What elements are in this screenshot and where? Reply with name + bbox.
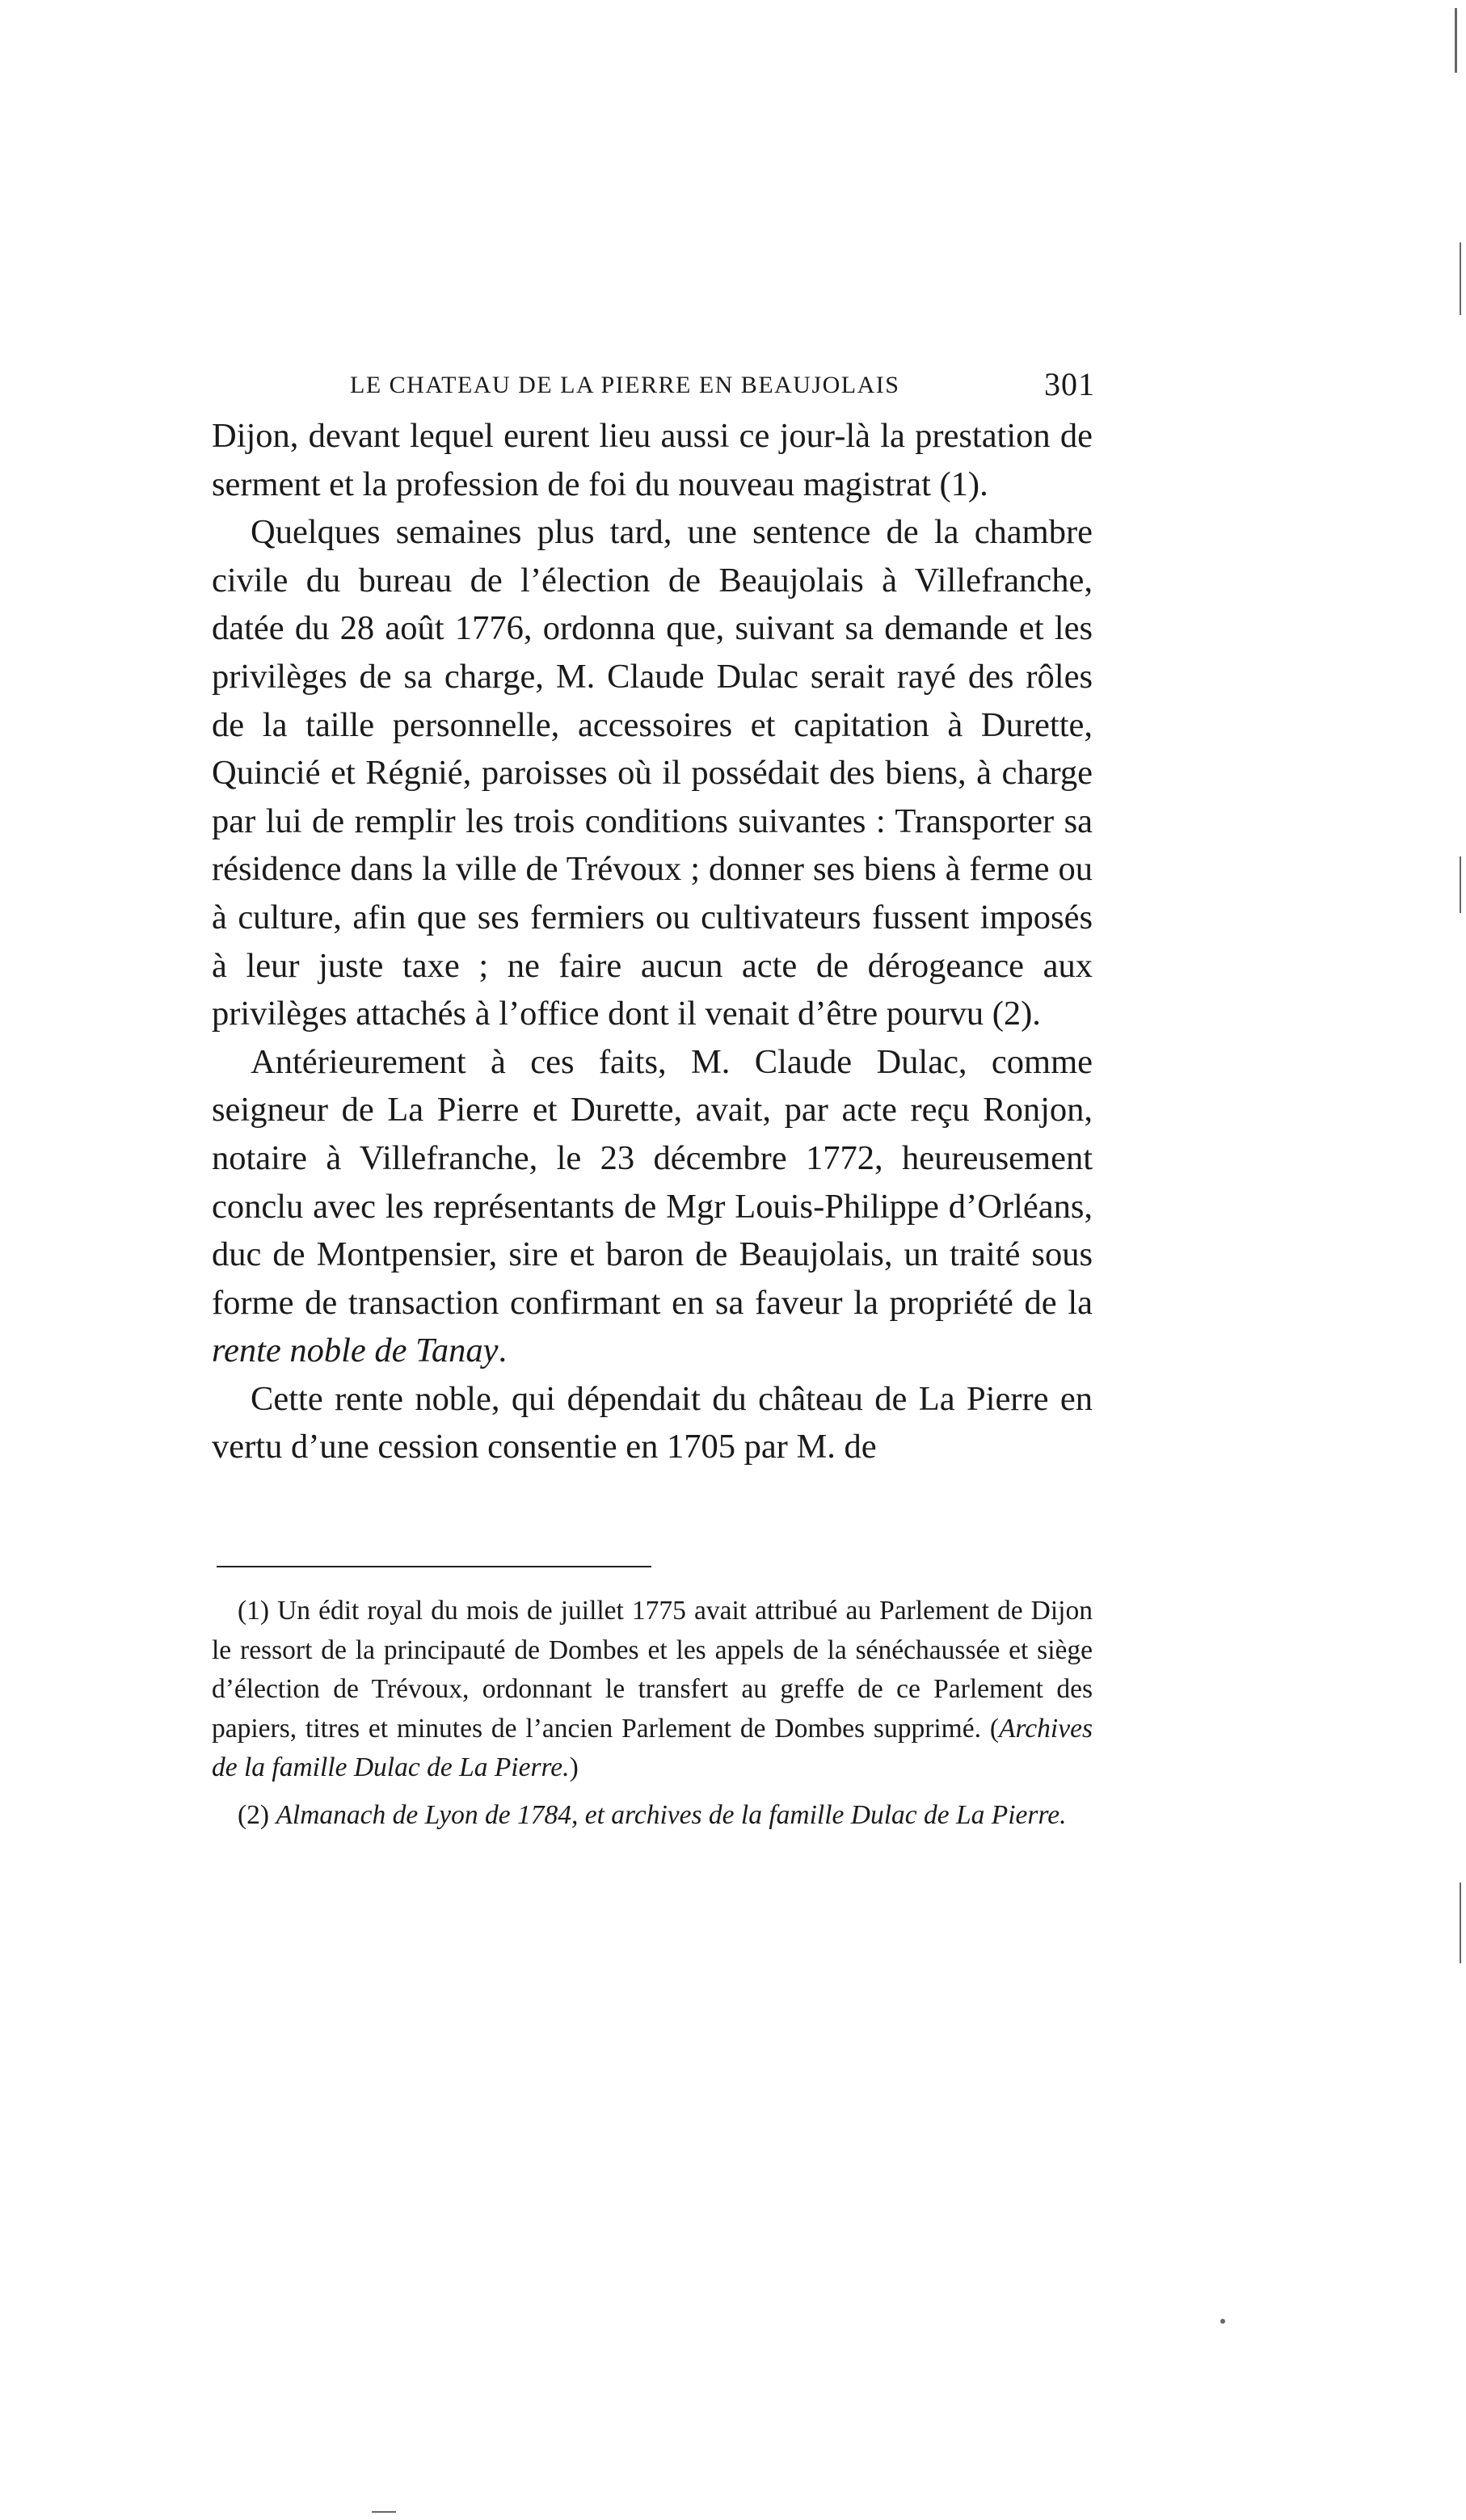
paragraph-2: Quelques semaines plus tard, une sentence de la chambre civile du bureau de l’élection de Beaujolais à Villefranche, datée du 28 août 1776, ordonna que, suivant sa demande et les privilèges de sa charge, M. Claude Dulac serait rayé des rôles de la taille personnelle, accessoires et capitation à Durette, Quincié et Régnié, paroisses où il possédait des biens, à charge par lui de remplir les trois conditions suivantes : Transporter sa résidence dans la ville de Trévoux ; donner ses biens à ferme ou à culture, afin que ses fermiers ou cultivateurs fussent imposés à leur juste taxe ; ne faire aucun acte de dérogeance aux privilèges attachés à l’office dont il venait d’être pourvu (2).: [212, 513, 1093, 1033]
footnote-2-number: (2): [238, 1799, 270, 1830]
footnote-rule: [217, 1566, 651, 1567]
paragraph-4: Cette rente noble, qui dépendait du château de La Pierre en vertu d’une cession consentie en 1705 par M. de: [212, 1379, 1093, 1466]
scan-edge-mark: [1455, 8, 1457, 73]
scan-edge-mark: [1460, 1883, 1461, 1963]
main-text: [212, 412, 1093, 1471]
footnote-2: [212, 1796, 1093, 1836]
footnote-1: [212, 1592, 1093, 1788]
page-number: 301: [1044, 366, 1095, 402]
scan-edge-mark: [1460, 856, 1461, 913]
scan-dust: [1220, 2319, 1225, 2324]
paragraph-3: [212, 1038, 1093, 1375]
running-title: LE CHATEAU DE LA PIERRE EN BEAUJOLAIS: [350, 372, 900, 398]
scan-dust: [372, 2511, 396, 2513]
footnote-1-end: ): [569, 1752, 579, 1783]
paragraph-3-text: Antérieurement à ces faits, M. Claude Dulac, comme seigneur de La Pierre et Durette, avait, par acte reçu Ronjon, notaire à Villefranche, le 23 décembre 1772, heureusement conclu avec les représentants de Mgr Louis-Philippe d’Orléans, duc de Montpensier, sire et baron de Beaujolais, un traité sous forme de transaction confirmant en sa faveur la propriété de la: [212, 1042, 1093, 1322]
paragraph-3-italic: rente noble de Tanay: [212, 1332, 499, 1370]
paragraph-1: Dijon, devant lequel eurent lieu aussi ce jour-là la prestation de serment et la profession de foi du nouveau magistrat (1).: [212, 417, 1093, 503]
footnote-2-italic: Almanach de Lyon de 1784, et archives de la famille Dulac de La Pierre.: [276, 1799, 1067, 1830]
scan-edge-mark: [1460, 242, 1461, 315]
footnotes: [212, 1592, 1093, 1836]
paragraph-3-end: .: [498, 1332, 508, 1370]
footnote-1-text: (1) Un édit royal du mois de juillet 1775 avait attribué au Parlement de Dijon le ressort de la principauté de Dombes et les appels de la sénéchaussée et siège d’élection de Trévoux, ordonnant le transfert au greffe de ce Parlement des papiers, titres et minutes de l’ancien Parlement de Dombes supprimé. (: [212, 1596, 1093, 1744]
running-header: [350, 362, 1095, 410]
footnote-1-italic: Archives de la famille Dulac de La Pierre.: [212, 1713, 1093, 1783]
